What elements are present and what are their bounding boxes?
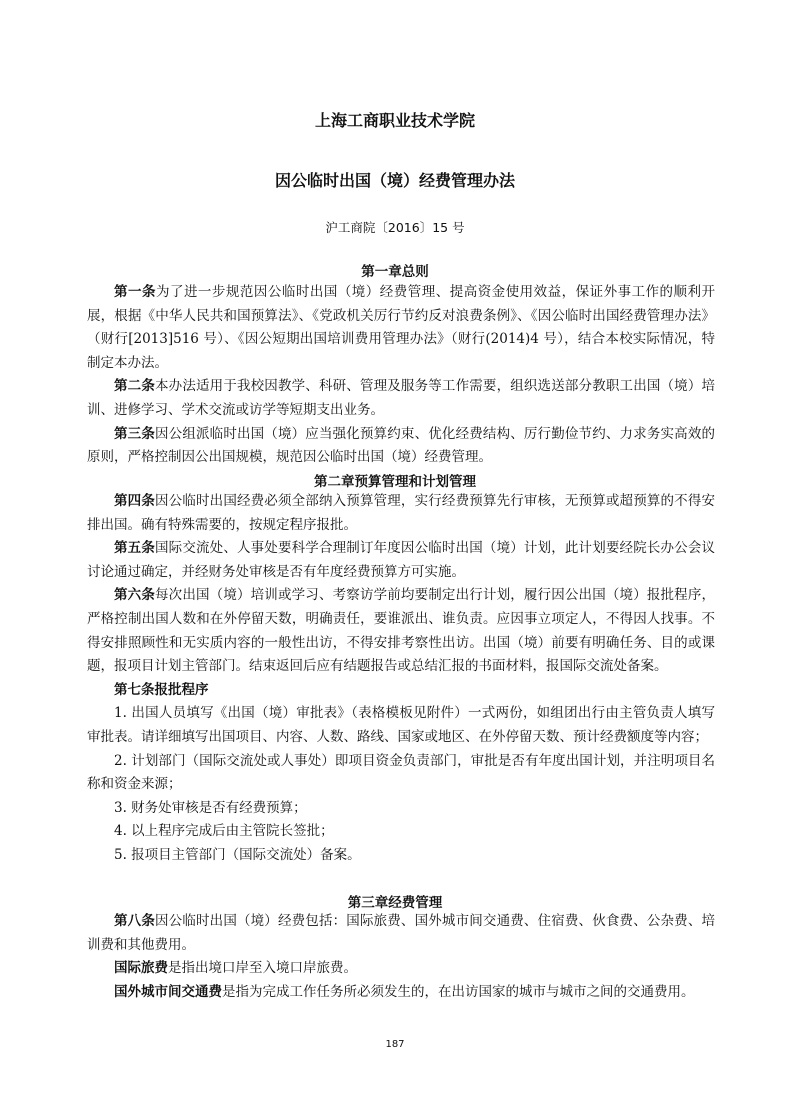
article-5: [87, 537, 715, 584]
document-number: 沪工商院〔2016〕15 号: [325, 220, 465, 235]
chapter-1-body: [87, 281, 715, 470]
chapter-3-heading: 第三章经费管理: [347, 895, 443, 911]
article-3-label: 第三条: [114, 425, 155, 442]
chapter-3-body: [87, 910, 715, 1004]
article-3-text: 因公组派临时出国（境）应当强化预算约束、优化经费结构、厉行勤俭节约、力求务实高效的原则，严格控制因公出国规模，规范因公临时出国（境）经费管理。: [87, 425, 716, 466]
article-6: [87, 584, 715, 678]
article-4: [87, 490, 715, 537]
article-2-text: 本办法适用于我校因教学、科研、管理及服务等工作需要，组织选送部分教职工出国（境）培训、进修学习、学术交流或访学等短期支出业务。: [87, 378, 716, 418]
article-3: [87, 423, 715, 470]
article-5-label: 第五条: [114, 540, 155, 557]
procedure-step-2: 2. 计划部门（国际交流处或人事处）即项目资金负责部门，审批是否有年度出国计划，并注明项目名称和资金来源；: [87, 752, 715, 793]
article-1-text: 为了进一步规范因公临时出国（境）经费管理、提高资金使用效益，保证外事工作的顺利开展，根据《中华人民共和国预算法》、《党政机关厉行节约反对浪费条例》、《因公临时出国经费管理办法》（财行[2013]516 号）、《因公短期出国培训费用管理办法》（财行(2014)4 号），结合本校实际情况，特制定本办法。: [87, 284, 716, 371]
article-1: [87, 281, 715, 375]
chapter-2-heading: 第二章预算管理和计划管理: [314, 474, 476, 490]
article-8-text: 因公临时出国（境）经费包括：国际旅费、国外城市间交通费、住宿费、伙食费、公杂费、培训费和其他费用。: [87, 913, 716, 953]
term-1-text: 是指出境口岸至入境口岸旅费。: [168, 960, 357, 977]
article-6-label: 第六条: [114, 587, 155, 604]
procedure-step-3: 3. 财务处审核是否有经费预算；: [114, 799, 307, 816]
article-4-text: 因公临时出国经费必须全部纳入预算管理，实行经费预算先行审核，无预算或超预算的不得安排出国。确有特殊需要的，按规定程序报批。: [87, 493, 716, 533]
article-6-text: 每次出国（境）培训或学习、考察访学前均要制定出行计划，履行因公出国（境）报批程序，严格控制出国人数和在外停留天数，明确责任，要谁派出、谁负责。应因事立项定人，不得因人找事。不得安排照顾性和无实质内容的一般性出访，不得安排考察性出访。出国（境）前要有明确任务、目的或课题，报项目计划主管部门。结束返回后应有结题报告或总结汇报的书面材料，报国际交流处备案。: [87, 587, 716, 675]
article-2-label: 第二条: [114, 378, 155, 395]
term-international-travel: [87, 957, 715, 981]
chapter-1-heading: 第一章总则: [361, 264, 429, 280]
procedure-step-4: 4. 以上程序完成后由主管院长签批；: [114, 823, 334, 840]
term-2-label: 国外城市间交通费: [114, 983, 222, 1000]
document-title: 因公临时出国（境）经费管理办法: [274, 171, 515, 190]
article-7-heading: 第七条报批程序: [114, 681, 209, 698]
term-2-text: 是指为完成工作任务所必须发生的，在出访国家的城市与城市之间的交通费用。: [222, 983, 695, 1000]
procedure-step-5: 5. 报项目主管部门（国际交流处）备案。: [114, 846, 361, 863]
institution-name: 上海工商职业技术学院: [314, 111, 475, 130]
article-2: [87, 375, 715, 422]
term-intercity-transport: [87, 981, 715, 1005]
term-1-label: 国际旅费: [114, 960, 168, 977]
article-5-text: 国际交流处、人事处要科学合理制订年度因公临时出国（境）计划，此计划要经院长办公会议讨论通过确定，并经财务处审核是否有年度经费预算方可实施。: [87, 540, 716, 580]
article-4-label: 第四条: [114, 493, 155, 509]
article-1-label: 第一条: [114, 284, 156, 300]
article-8-label: 第八条: [114, 913, 155, 929]
chapter-2-body: [87, 490, 715, 868]
article-8: [87, 910, 715, 957]
page-number: 187: [385, 1039, 405, 1050]
procedure-step-1: 1. 出国人员填写《出国（境）审批表》（表格模板见附件）一式两份，如组团出行由主管负责人填写审批表。请详细填写出国项目、内容、人数、路线、国家或地区、在外停留天数、预计经费额度等内容；: [87, 705, 715, 745]
